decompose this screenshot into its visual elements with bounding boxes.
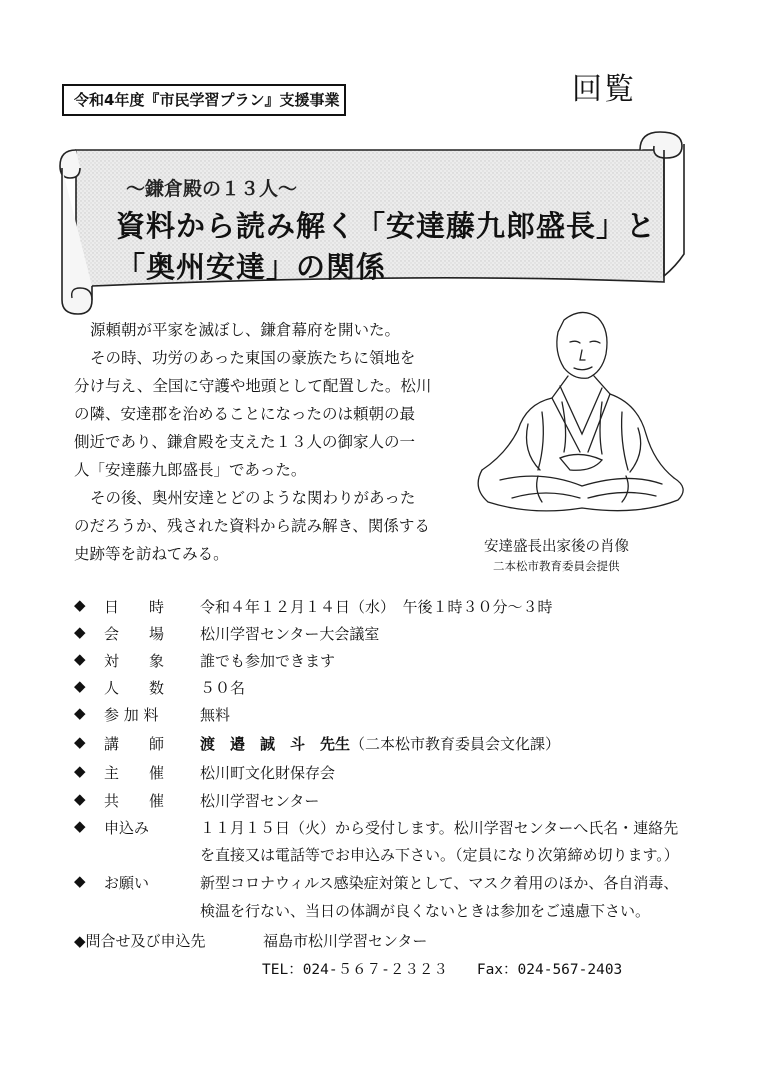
portrait-caption: 安達盛長出家後の肖像 xyxy=(484,539,629,555)
bullet-diamond: ◆ xyxy=(74,817,86,835)
organizer-label: 主 催 xyxy=(104,764,165,782)
request-label: お願い xyxy=(104,874,150,892)
bullet-diamond: ◆ xyxy=(74,704,86,722)
bullet-diamond: ◆ xyxy=(74,650,86,668)
date-label: 日 時 xyxy=(104,598,165,616)
intro-line: 分け与え、全国に守護や地頭として配置した。松川 xyxy=(74,377,432,395)
intro-line: 側近であり、鎌倉殿を支えた１３人の御家人の一 xyxy=(74,433,416,451)
venue-value: 松川学習センター大会議室 xyxy=(200,625,380,643)
cosponsor-value: 松川学習センター xyxy=(200,792,320,810)
intro-line: 人「安達藤九郎盛長」であった。 xyxy=(74,461,307,479)
application-line2: を直接又は電話等でお申込み下さい。（定員になり次第締め切ります。） xyxy=(200,846,679,864)
contact-tel-fax: TEL：024-５６７-２３２３ Fax：024-567-2403 xyxy=(262,962,623,978)
bullet-diamond: ◆ xyxy=(74,872,86,890)
portrait-illustration xyxy=(442,302,692,532)
contact-org: 福島市松川学習センター xyxy=(263,932,428,950)
request-line1: 新型コロナウィルス感染症対策として、マスク着用のほか、各自消毒、 xyxy=(200,874,679,892)
bullet-diamond: ◆ xyxy=(74,733,86,751)
intro-line: 史跡等を訪ねてみる。 xyxy=(74,545,229,563)
program-badge: 令和4年度『市民学習プラン』支援事業 xyxy=(62,84,346,116)
request-line2: 検温を行ない、当日の体調が良くないときは参加をご遠慮下さい。 xyxy=(200,902,651,920)
portrait-credit: 二本松市教育委員会提供 xyxy=(493,559,620,573)
bullet-diamond: ◆ xyxy=(74,596,86,614)
intro-line: の隣、安達郡を治めることになったのは頼朝の最 xyxy=(74,405,416,423)
intro-line: のだろうか、残された資料から読み解き、関係する xyxy=(74,517,430,535)
lecturer-name: 渡 邉 誠 斗 先生 xyxy=(200,735,351,753)
lecturer-label: 講 師 xyxy=(104,735,165,753)
target-value: 誰でも参加できます xyxy=(200,652,336,670)
bullet-diamond: ◆ xyxy=(74,623,86,641)
intro-line: その時、功労のあった東国の豪族たちに領地を xyxy=(90,349,416,367)
venue-label: 会 場 xyxy=(104,625,165,643)
application-line1: １１月１５日（火）から受付します。松川学習センターへ氏名・連絡先 xyxy=(200,819,679,837)
bullet-diamond: ◆ xyxy=(74,762,86,780)
lecturer-value xyxy=(200,733,560,754)
circulation-mark: 回覧 xyxy=(572,72,636,107)
capacity-label: 人 数 xyxy=(104,679,165,697)
target-label: 対 象 xyxy=(104,652,165,670)
fee-label: 参 加 料 xyxy=(104,706,159,724)
intro-line: その後、奥州安達とどのような関わりがあった xyxy=(90,489,416,507)
organizer-value: 松川町文化財保存会 xyxy=(200,764,336,782)
date-value: 令和４年１２月１４日（水） 午後１時３０分～３時 xyxy=(200,598,553,616)
application-label: 申込み xyxy=(104,819,150,837)
bullet-diamond: ◆ xyxy=(74,677,86,695)
cosponsor-label: 共 催 xyxy=(104,792,165,810)
fee-value: 無料 xyxy=(200,706,231,724)
banner-subtitle: ～鎌倉殿の１３人～ xyxy=(126,178,298,200)
lecturer-affiliation: （二本松市教育委員会文化課） xyxy=(350,735,561,753)
banner-title-line1: 資料から読み解く「安達藤九郎盛長」と xyxy=(116,209,657,243)
intro-line: 源頼朝が平家を滅ぼし、鎌倉幕府を開いた。 xyxy=(90,321,401,339)
capacity-value: ５０名 xyxy=(200,679,246,697)
bullet-diamond: ◆ xyxy=(74,790,86,808)
contact-label: ◆問合せ及び申込先 xyxy=(74,932,206,950)
banner-title-line2: 「奥州安達」の関係 xyxy=(116,250,387,284)
